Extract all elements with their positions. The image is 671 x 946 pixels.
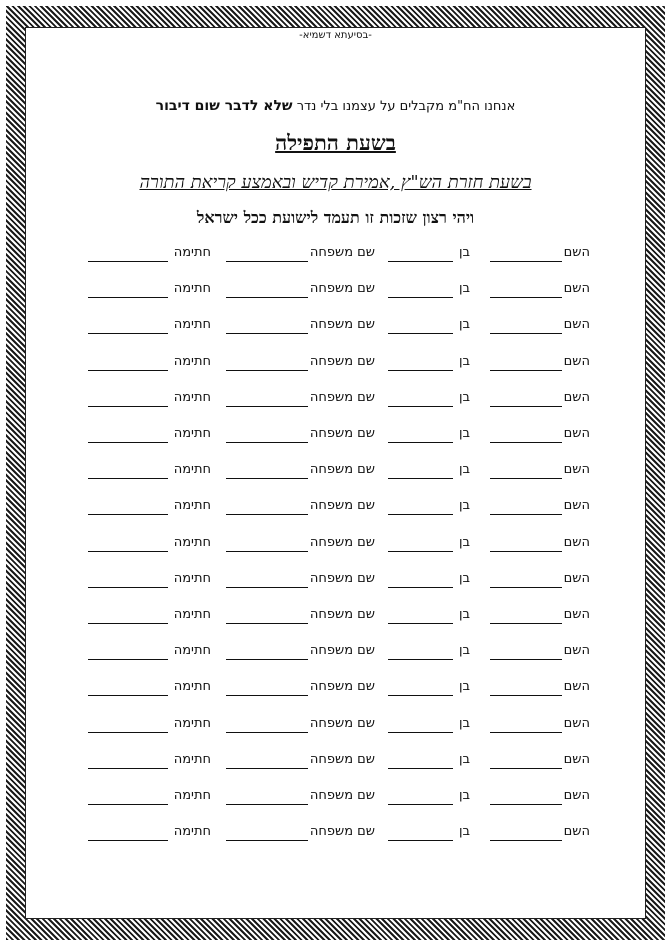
name-blank[interactable]: [490, 768, 562, 769]
family-name-label: שם משפחה: [309, 317, 375, 333]
son-of-label: בן: [458, 353, 470, 369]
family-name-blank[interactable]: [226, 695, 308, 696]
name-label: השם: [563, 534, 590, 550]
family-name-blank[interactable]: [226, 551, 308, 552]
family-name-label: שם משפחה: [309, 607, 375, 622]
signature-label: חתימה: [173, 679, 211, 695]
family-name-blank[interactable]: [226, 406, 308, 407]
son-of-blank[interactable]: [388, 840, 453, 841]
family-name-label: שם משפחה: [309, 498, 375, 514]
page-title: בשעת התפילה: [275, 130, 396, 155]
son-of-label: בן: [458, 788, 470, 803]
son-of-blank[interactable]: [388, 768, 453, 769]
signature-label: חתימה: [173, 498, 211, 514]
signature-blank[interactable]: [88, 514, 168, 515]
name-blank[interactable]: [490, 442, 562, 443]
son-of-label: בן: [458, 498, 470, 514]
signature-blank[interactable]: [88, 442, 168, 443]
son-of-blank[interactable]: [388, 695, 453, 696]
son-of-blank[interactable]: [388, 551, 453, 552]
signature-label: חתימה: [173, 570, 211, 586]
family-name-label: שם משפחה: [309, 679, 375, 695]
son-of-label: בן: [458, 317, 470, 333]
son-of-label: בן: [458, 462, 470, 478]
name-label: השם: [563, 824, 590, 840]
signature-blank[interactable]: [88, 840, 168, 841]
name-blank[interactable]: [490, 659, 562, 660]
son-of-blank[interactable]: [388, 406, 453, 407]
signature-label: חתימה: [173, 317, 211, 333]
signature-blank[interactable]: [88, 623, 168, 624]
signature-label: חתימה: [173, 643, 211, 659]
son-of-label: בן: [458, 389, 470, 405]
signature-blank[interactable]: [88, 333, 168, 334]
name-blank[interactable]: [490, 297, 562, 298]
name-blank[interactable]: [490, 804, 562, 805]
family-name-label: שם משפחה: [309, 281, 375, 297]
signature-label: חתימה: [173, 281, 211, 297]
form-row: [0, 245, 671, 265]
family-name-blank[interactable]: [226, 478, 308, 479]
signature-blank[interactable]: [88, 406, 168, 407]
form-row: [0, 462, 671, 482]
family-name-label: שם משפחה: [309, 245, 375, 260]
signature-label: חתימה: [173, 607, 211, 622]
family-name-label: שם משפחה: [309, 824, 375, 840]
family-name-blank[interactable]: [226, 623, 308, 624]
family-name-label: שם משפחה: [309, 788, 375, 803]
name-blank[interactable]: [490, 514, 562, 515]
family-name-label: שם משפחה: [309, 643, 375, 659]
signature-label: חתימה: [173, 389, 211, 405]
header-blessing: -בסיעתא דשמיא-: [299, 30, 372, 41]
form-row: [0, 824, 671, 844]
signature-blank[interactable]: [88, 551, 168, 552]
form-row: [0, 716, 671, 736]
commitment-prefix: אנחנו הח"מ מקבלים על עצמנו בלי נדר: [296, 99, 516, 114]
son-of-label: בן: [458, 607, 470, 622]
name-label: השם: [563, 788, 590, 803]
name-label: השם: [563, 643, 590, 659]
form-row: [0, 788, 671, 808]
name-blank[interactable]: [490, 587, 562, 588]
signature-blank[interactable]: [88, 732, 168, 733]
family-name-blank[interactable]: [226, 732, 308, 733]
form-row: [0, 498, 671, 518]
family-name-blank[interactable]: [226, 370, 308, 371]
son-of-blank[interactable]: [388, 623, 453, 624]
name-blank[interactable]: [490, 333, 562, 334]
son-of-blank[interactable]: [388, 732, 453, 733]
son-of-blank[interactable]: [388, 297, 453, 298]
signature-label: חתימה: [173, 353, 211, 369]
name-label: השם: [563, 426, 590, 441]
name-blank[interactable]: [490, 478, 562, 479]
name-label: השם: [563, 607, 590, 622]
name-label: השם: [563, 353, 590, 369]
name-label: השם: [563, 751, 590, 767]
family-name-label: שם משפחה: [309, 751, 375, 767]
signature-label: חתימה: [173, 751, 211, 767]
family-name-label: שם משפחה: [309, 534, 375, 550]
son-of-blank[interactable]: [388, 804, 453, 805]
son-of-blank[interactable]: [388, 261, 453, 262]
name-blank[interactable]: [490, 623, 562, 624]
name-label: השם: [563, 715, 590, 731]
family-name-blank[interactable]: [226, 587, 308, 588]
signature-blank[interactable]: [88, 478, 168, 479]
family-name-label: שם משפחה: [309, 570, 375, 586]
signature-label: חתימה: [173, 462, 211, 478]
form-row: [0, 607, 671, 627]
name-label: השם: [563, 498, 590, 514]
signature-blank[interactable]: [88, 659, 168, 660]
son-of-label: בן: [458, 751, 470, 767]
signature-label: חתימה: [173, 788, 211, 803]
signature-blank[interactable]: [88, 768, 168, 769]
family-name-blank[interactable]: [226, 659, 308, 660]
signature-blank[interactable]: [88, 804, 168, 805]
signature-blank[interactable]: [88, 261, 168, 262]
form-row: [0, 281, 671, 301]
signature-blank[interactable]: [88, 587, 168, 588]
son-of-label: בן: [458, 426, 470, 441]
family-name-label: שם משפחה: [309, 389, 375, 405]
family-name-blank[interactable]: [226, 442, 308, 443]
son-of-label: בן: [458, 570, 470, 586]
name-label: השם: [563, 570, 590, 586]
form-row: [0, 426, 671, 446]
signature-label: חתימה: [173, 715, 211, 731]
son-of-blank[interactable]: [388, 333, 453, 334]
name-blank[interactable]: [490, 406, 562, 407]
name-label: השם: [563, 389, 590, 405]
son-of-label: בן: [458, 715, 470, 731]
family-name-label: שם משפחה: [309, 462, 375, 478]
son-of-label: בן: [458, 643, 470, 659]
son-of-blank[interactable]: [388, 587, 453, 588]
son-of-label: בן: [458, 679, 470, 695]
son-of-blank[interactable]: [388, 514, 453, 515]
son-of-blank[interactable]: [388, 442, 453, 443]
form-row: [0, 354, 671, 374]
son-of-blank[interactable]: [388, 478, 453, 479]
wish-line: ויהי רצון שזכות זו תעמד לישועת ככל ישראל: [196, 208, 475, 227]
son-of-label: בן: [458, 824, 470, 840]
page-subtitle: בשעת חזרת הש"ץ ,אמירת קדיש ובאמצע קריאת התורה: [139, 172, 532, 193]
form-row: [0, 679, 671, 699]
family-name-label: שם משפחה: [309, 426, 375, 441]
commitment-bold: שלא לדבר שום דיבור: [155, 98, 293, 114]
son-of-blank[interactable]: [388, 370, 453, 371]
name-label: השם: [563, 317, 590, 333]
son-of-label: בן: [458, 281, 470, 297]
signature-blank[interactable]: [88, 297, 168, 298]
name-blank[interactable]: [490, 261, 562, 262]
family-name-blank[interactable]: [226, 804, 308, 805]
signature-label: חתימה: [173, 426, 211, 441]
signature-label: חתימה: [173, 245, 211, 260]
name-blank[interactable]: [490, 840, 562, 841]
form-row: [0, 643, 671, 663]
family-name-blank[interactable]: [226, 333, 308, 334]
signature-label: חתימה: [173, 824, 211, 840]
signature-blank[interactable]: [88, 370, 168, 371]
son-of-label: בן: [458, 245, 470, 260]
name-label: השם: [563, 679, 590, 695]
form-row: [0, 752, 671, 772]
family-name-blank[interactable]: [226, 297, 308, 298]
family-name-blank[interactable]: [226, 840, 308, 841]
form-row: [0, 317, 671, 337]
name-label: השם: [563, 245, 590, 260]
name-blank[interactable]: [490, 551, 562, 552]
name-blank[interactable]: [490, 732, 562, 733]
form-row: [0, 571, 671, 591]
family-name-label: שם משפחה: [309, 353, 375, 369]
form-row: [0, 535, 671, 555]
son-of-blank[interactable]: [388, 659, 453, 660]
signature-label: חתימה: [173, 534, 211, 550]
signature-blank[interactable]: [88, 695, 168, 696]
name-label: השם: [563, 281, 590, 297]
family-name-blank[interactable]: [226, 768, 308, 769]
form-row: [0, 390, 671, 410]
family-name-blank[interactable]: [226, 514, 308, 515]
son-of-label: בן: [458, 534, 470, 550]
name-blank[interactable]: [490, 695, 562, 696]
name-blank[interactable]: [490, 370, 562, 371]
name-label: השם: [563, 462, 590, 478]
family-name-blank[interactable]: [226, 261, 308, 262]
family-name-label: שם משפחה: [309, 715, 375, 731]
